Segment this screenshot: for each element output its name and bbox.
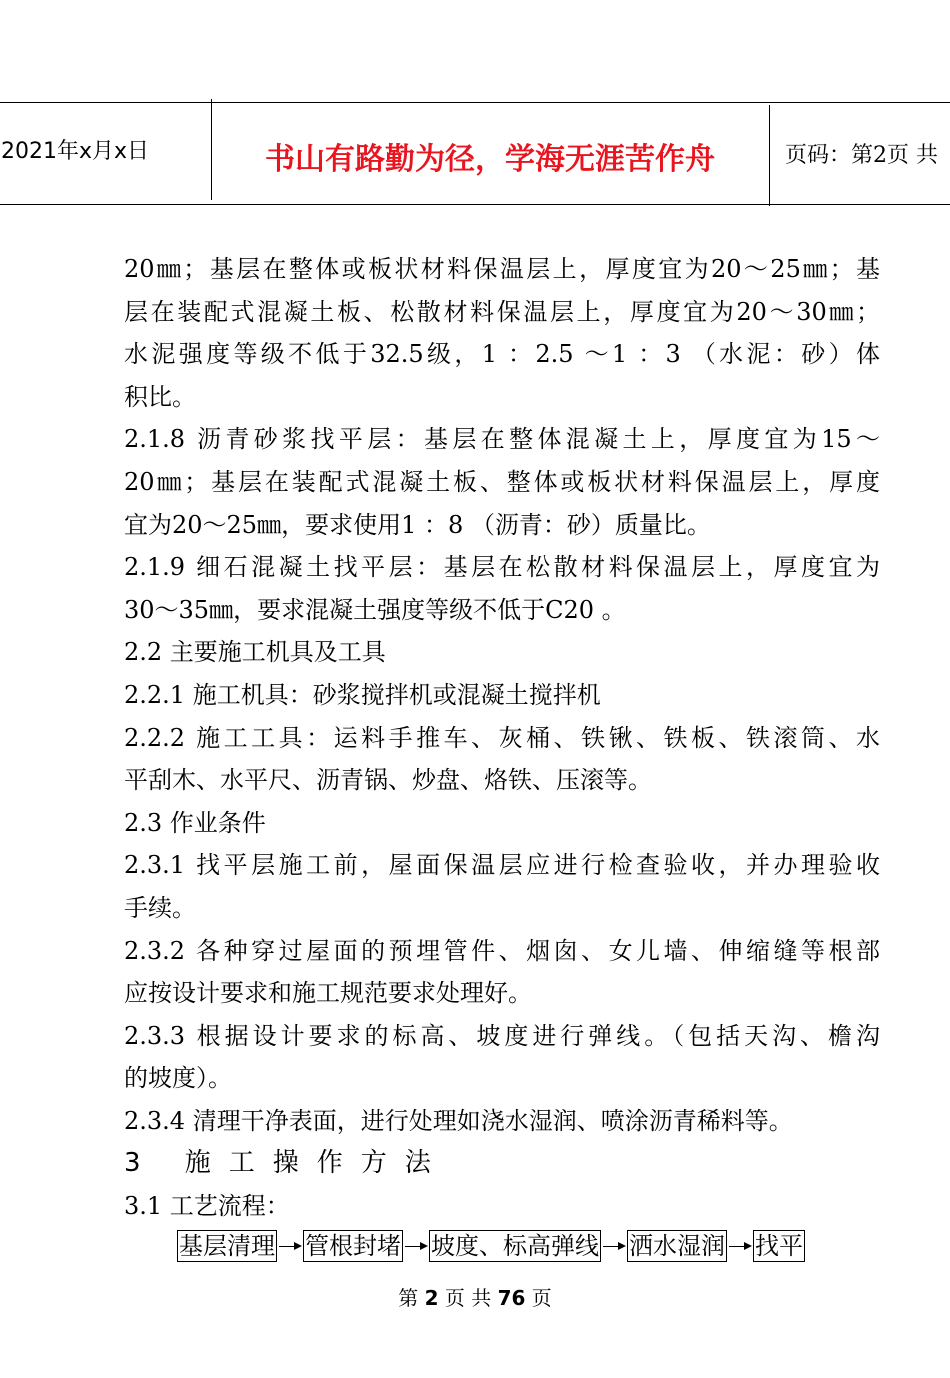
- body-line: 2.3.2 各种穿过屋面的预埋管件、烟囱、女儿墙、伸缩缝等根部: [124, 936, 880, 965]
- body-line: 平刮木、水平尺、沥青锅、炒盘、烙铁、压滚等。: [124, 766, 652, 795]
- body-line: 的坡度）。: [124, 1064, 232, 1093]
- body-line: 20㎜；基层在装配式混凝土板、整体或板状材料保温层上，厚度: [124, 467, 880, 496]
- arrow-right-icon: [277, 1231, 303, 1261]
- footer-middle: 页 共: [444, 1286, 492, 1310]
- body-line: 2.3.4 清理干净表面，进行处理如浇水湿润、喷涂沥青稀料等。: [124, 1106, 793, 1135]
- header-page-info: 页码：第2页 共: [785, 143, 938, 168]
- body-line: 2.2.1 施工机具：砂浆搅拌机或混凝土搅拌机: [124, 680, 601, 709]
- arrow-right-icon: [727, 1231, 753, 1261]
- flow-step: 坡度、标高弹线: [431, 1232, 599, 1260]
- chapter-heading: 3 施工操作方法: [124, 1148, 449, 1179]
- section-heading: 2.3 作业条件: [124, 808, 266, 837]
- flow-step: 管根封堵: [305, 1232, 401, 1260]
- header-date: 2021年x月x日: [0, 99, 212, 200]
- body-line: 宜为20～25㎜，要求使用1 ：8 （沥青：砂）质量比。: [124, 510, 711, 539]
- footer-prefix: 第: [398, 1286, 419, 1310]
- header-table: [0, 102, 950, 205]
- body-line: 应按设计要求和施工规范要求处理好。: [124, 979, 532, 1008]
- body-line: 2.3.3 根据设计要求的标高、坡度进行弹线。（包括天沟、檐沟: [124, 1021, 880, 1050]
- body-line: 积比。: [124, 382, 196, 411]
- footer-page-number: 2: [424, 1286, 439, 1310]
- body-line: 2.1.8 沥青砂浆找平层：基层在整体混凝土上，厚度宜为15～: [124, 425, 880, 454]
- body-text: [124, 248, 880, 1228]
- footer-total-pages: 76: [497, 1286, 526, 1310]
- section-heading: 3.1 工艺流程：: [124, 1192, 290, 1221]
- body-line: 2.2.2 施工工具：运料手推车、灰桶、铁锹、铁板、铁滚筒、水: [124, 723, 880, 752]
- arrow-right-icon: [601, 1231, 627, 1261]
- footer-suffix: 页: [531, 1286, 552, 1310]
- body-line: 层在装配式混凝土板、松散材料保温层上，厚度宜为20～30㎜；: [124, 297, 880, 326]
- flow-step: 洒水湿润: [629, 1232, 725, 1260]
- body-line: 手续。: [124, 893, 196, 922]
- flow-step: 找平: [755, 1232, 803, 1260]
- body-line: 2.3.1 找平层施工前，屋面保温层应进行检查验收，并办理验收: [124, 851, 880, 880]
- process-flow: [177, 1229, 805, 1263]
- body-line: 水泥强度等级不低于32.5级，1 ：2.5 ～1 ：3 （水泥：砂）体: [124, 340, 880, 369]
- page-footer: [0, 1282, 950, 1311]
- flow-step: 基层清理: [179, 1232, 275, 1260]
- body-line: 20㎜；基层在整体或板状材料保温层上，厚度宜为20～25㎜；基: [124, 255, 880, 283]
- body-line: 30～35㎜，要求混凝土强度等级不低于C20 。: [124, 595, 626, 624]
- header-motto: 书山有路勤为径，学海无涯苦作舟: [211, 105, 770, 206]
- section-heading: 2.2 主要施工机具及工具: [124, 638, 386, 667]
- arrow-right-icon: [403, 1231, 429, 1261]
- body-line: 2.1.9 细石混凝土找平层：基层在松散材料保温层上，厚度宜为: [124, 553, 880, 582]
